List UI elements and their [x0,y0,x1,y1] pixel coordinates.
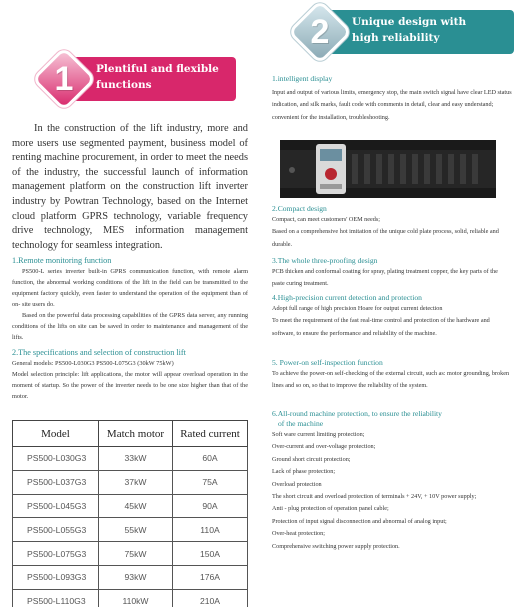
machine-protection-title-line2: of the machine [278,419,324,428]
cell-motor: 37kW [99,470,173,494]
current-detection-title: 4.High-precision current detection and protection [272,293,422,302]
inverter-device-illustration [280,140,496,198]
three-proofing-section [272,256,512,291]
general-models-text: General models: PS500-L030G3 PS500-L075G3 (30kW 75kW) [12,360,174,367]
intro-text: In the construction of the lift industry, more and more users use segmented payment, business model of renting machine procurement, in order to meet the needs of the industry, the successful launch of information management platform on the construction lift inverter industry by Powtran Technology, based on the Internet cloud platform GPRS technology, variable frequency drive technology, MES information management technology for seamless integration. [12,123,248,251]
cell-current: 150A [173,542,248,566]
machine-protection-section [272,409,512,553]
cell-current: 75A [173,470,248,494]
cell-motor: 33kW [99,447,173,471]
cell-current: 210A [173,589,248,607]
compact-design-section [272,204,512,251]
table-row [13,447,248,471]
protection-item: Overload protection [272,480,322,488]
cell-model: PS500-L030G3 [13,447,99,471]
model-selection-text: Model selection principle: lift applications, the motor will appear overload operation in the moment of startup. So the power of the inverter needs to be one size higher than that of the motor. [12,371,248,400]
three-proofing-text: PCB thicken and conformal coating for spray, plating treatment copper, the key parts of the paste curing treatment. [272,268,498,288]
protection-item: The short circuit and overload protection of terminals + 24V, + 10V power supply; [272,493,477,501]
protection-item: Over-current and over-voltage protection; [272,443,376,451]
compact-design-text-2: Based on a comprehensive hot imitation of the unique cold plate process, solid, reliable and durable. [272,228,499,248]
protection-item: Lack of phase protection; [272,468,336,476]
cell-model: PS500-L093G3 [13,565,99,589]
table-row [13,470,248,494]
table-header-row [13,421,248,447]
cell-motor: 75kW [99,542,173,566]
cell-model: PS500-L110G3 [13,589,99,607]
protection-item: Protection of input signal disconnection and abnormal of analog input; [272,517,447,525]
table-row [13,494,248,518]
self-inspection-title: 5. Power-on self-inspection function [272,358,383,367]
left-sections [12,256,248,402]
table-row [13,565,248,589]
protection-item: Ground short circuit protection; [272,455,351,463]
machine-protection-title-line1: 6.All-round machine protection, to ensure the reliability [272,409,442,418]
current-detection-section [272,293,512,340]
header-model: Model [13,421,99,447]
cell-current: 176A [173,565,248,589]
protection-item: Over-heat protection; [272,530,325,538]
protection-item: Anti - plug protection of operation panel cable; [272,505,389,513]
remote-monitoring-text-2: Based on the powerful data processing capabilities of the GPRS data server, any running conditions of the lifts on site can be saved in order to maintenance and management of the lifts. [12,312,248,341]
badge-1-title-line2: functions [96,79,152,91]
cell-model: PS500-L055G3 [13,518,99,542]
intelligent-display-section [272,74,512,124]
table-row [13,542,248,566]
protection-item: Comprehensive switching power supply protection. [272,542,400,550]
cell-model: PS500-L075G3 [13,542,99,566]
cell-current: 110A [173,518,248,542]
model-table [12,420,248,607]
cell-model: PS500-L045G3 [13,494,99,518]
cell-motor: 45kW [99,494,173,518]
compact-design-title: 2.Compact design [272,204,327,213]
three-proofing-title: 3.The whole three-proofing design [272,256,378,265]
cell-model: PS500-L037G3 [13,470,99,494]
remote-monitoring-title: 1.Remote monitoring function [12,256,112,265]
intelligent-display-text: Input and output of various limits, emergency stop, the main switch signal have clear LED status indication, and silk marks, fault code with comments in detail, clear and easy understand; convenient for the installation, troubleshooting. [272,89,512,121]
cell-motor: 93kW [99,565,173,589]
cell-current: 60A [173,447,248,471]
cell-current: 90A [173,494,248,518]
badge-1-number: 1 [54,59,74,98]
protection-item: Soft ware current limiting protection; [272,431,365,438]
specifications-title: 2.The specifications and selection of construction lift [12,348,186,357]
compact-design-text-1: Compact, can meet customers' OEM needs; [272,216,380,223]
current-detection-text-2: To meet the requirement of the fast real-time control and protection of the hardware and software, to ensure the performance and reliability of the machine. [272,317,490,337]
current-detection-text-1: Adopt full range of high precision Hoare for output current detection [272,305,443,312]
badge-2-title-line1: Unique design with [352,16,467,28]
inverter-device-photo [280,140,496,198]
self-inspection-section [272,358,512,393]
cell-motor: 110kW [99,589,173,607]
badge-2-title-line2: high reliability [352,32,440,44]
header-rated-current: Rated current [173,421,248,447]
self-inspection-text: To achieve the power-on self-checking of the external circuit, such as: motor grounding, broken lines and so on, so that to improve the reliability of the system. [272,370,510,390]
intelligent-display-title: 1.intelligent display [272,74,333,83]
table-row [13,518,248,542]
remote-monitoring-text-1: PS500-L series inverter built-in GPRS communication function, with remote alarm function, the abnormal working conditions of the lift in the field can be transmitted to the equipment factory quickly, even faster to understand the operation of the equipment than of on- site users do. [12,268,248,308]
cell-motor: 55kW [99,518,173,542]
badge-1-title-line1: Plentiful and flexible [96,63,219,75]
header-match-motor: Match motor [99,421,173,447]
table-row [13,589,248,607]
badge-2-number: 2 [310,12,330,51]
intro-paragraph [12,122,248,253]
